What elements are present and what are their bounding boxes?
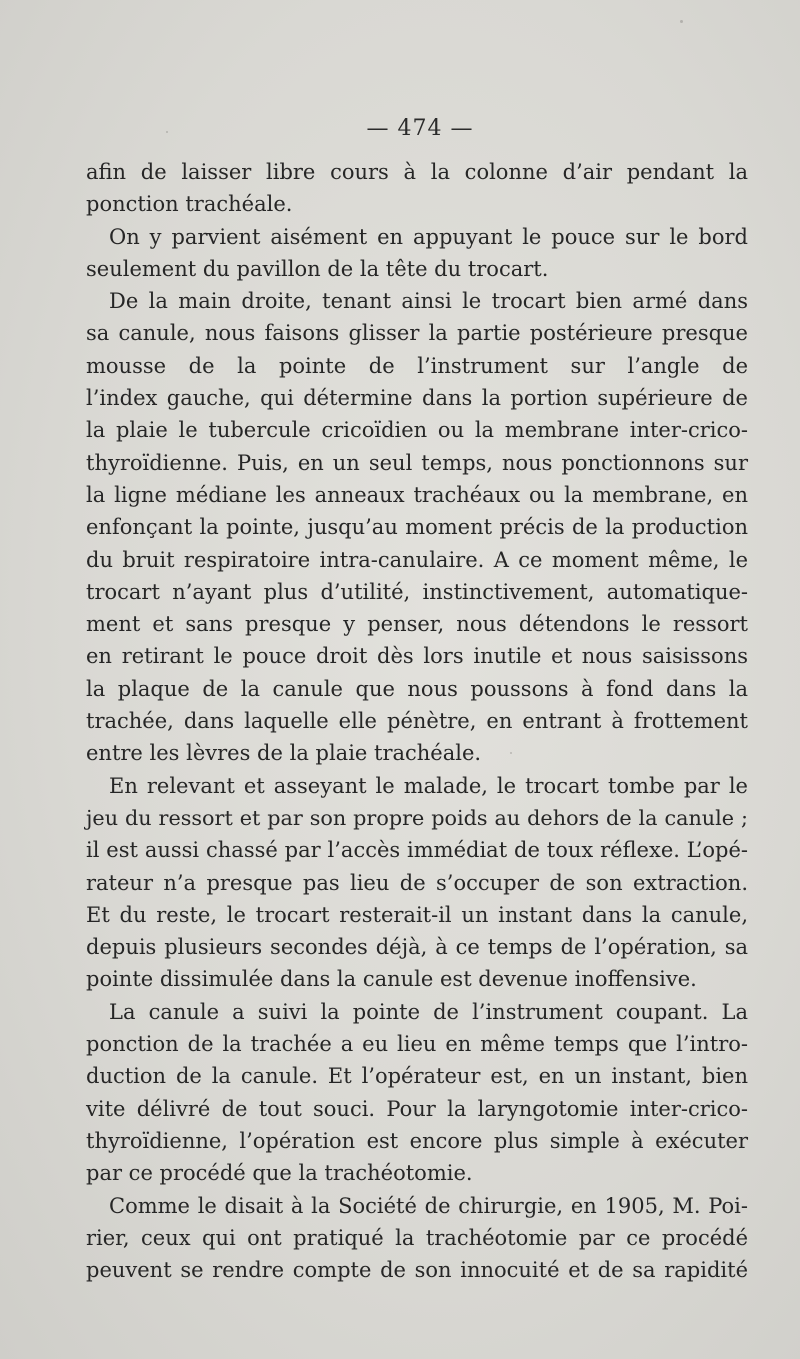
- text-line: jeu du ressort et par son propre poids au dehors de la canule ;: [86, 805, 748, 830]
- text-line: il est aussi chassé par l’accès immédiat de toux réflexe. L’opé-: [86, 838, 748, 863]
- text-line: en retirant le pouce droit dès lors inutile et nous saisissons: [86, 644, 748, 669]
- text-line: afin de laisser libre cours à la colonne d’air pendant la: [86, 160, 748, 184]
- text-line: depuis plusieurs secondes déjà, à ce temps de l’opération, sa: [86, 935, 748, 960]
- text-line: la plaie le tubercule cricoïdien ou la membrane inter-crico-: [86, 418, 748, 443]
- text-line: duction de la canule. Et l’opérateur est, en un instant, bien: [86, 1064, 748, 1089]
- text-line: trachée, dans laquelle elle pénètre, en entrant à frottement: [86, 709, 748, 734]
- paper-speck: [510, 752, 512, 754]
- text-line: En relevant et asseyant le malade, le trocart tombe par le: [109, 773, 748, 798]
- text-line: entre les lèvres de la plaie trachéale.: [86, 741, 482, 766]
- page-number: — 474 —: [366, 116, 474, 141]
- text-line: ponction trachéale.: [86, 192, 293, 217]
- text-line: On y parvient aisément en appuyant le pouce sur le bord: [109, 224, 748, 249]
- text-line: ponction de la trachée a eu lieu en même temps que l’intro-: [86, 1032, 748, 1057]
- text-line: Et du reste, le trocart resterait-il un instant dans la canule,: [86, 902, 748, 927]
- text-line: trocart n’ayant plus d’utilité, instinctivement, automatique-: [86, 579, 748, 604]
- text-line: rateur n’a presque pas lieu de s’occuper de son extraction.: [86, 870, 748, 895]
- text-line: thyroïdienne, l’opération est encore plus simple à exécuter: [86, 1128, 748, 1153]
- text-line: ment et sans presque y penser, nous détendons le ressort: [86, 612, 748, 637]
- text-line: l’index gauche, qui détermine dans la portion supérieure de: [86, 386, 748, 411]
- text-line: seulement du pavillon de la tête du trocart.: [86, 256, 549, 281]
- text-line: la ligne médiane les anneaux trachéaux ou la membrane, en: [86, 482, 748, 507]
- paper-speck: [680, 20, 683, 23]
- text-line: peuvent se rendre compte de son innocuité et de sa rapidité: [86, 1258, 748, 1283]
- text-line: De la main droite, tenant ainsi le trocart bien armé dans: [109, 289, 748, 314]
- page-text: [86, 156, 748, 1286]
- paper-speck: [166, 131, 168, 133]
- text-line: vite délivré de tout souci. Pour la laryngotomie inter-crico-: [86, 1096, 748, 1121]
- text-line: pointe dissimulée dans la canule est devenue inoffensive.: [86, 967, 697, 992]
- text-line: enfonçant la pointe, jusqu’au moment précis de la production: [86, 515, 748, 540]
- text-line: Comme le disait à la Société de chirurgie, en 1905, M. Poi-: [109, 1193, 748, 1218]
- text-line: rier, ceux qui ont pratiqué la trachéotomie par ce procédé: [86, 1225, 748, 1250]
- text-line: du bruit respiratoire intra-canulaire. A ce moment même, le: [86, 547, 748, 572]
- text-line: La canule a suivi la pointe de l’instrument coupant. La: [109, 999, 748, 1024]
- text-line: thyroïdienne. Puis, en un seul temps, nous ponctionnons sur: [86, 450, 748, 475]
- text-line: la plaque de la canule que nous poussons à fond dans la: [86, 676, 748, 701]
- text-line: mousse de la pointe de l’instrument sur l’angle de: [86, 353, 748, 378]
- text-line: sa canule, nous faisons glisser la partie postérieure presque: [86, 321, 748, 346]
- text-line: par ce procédé que la trachéotomie.: [86, 1161, 473, 1186]
